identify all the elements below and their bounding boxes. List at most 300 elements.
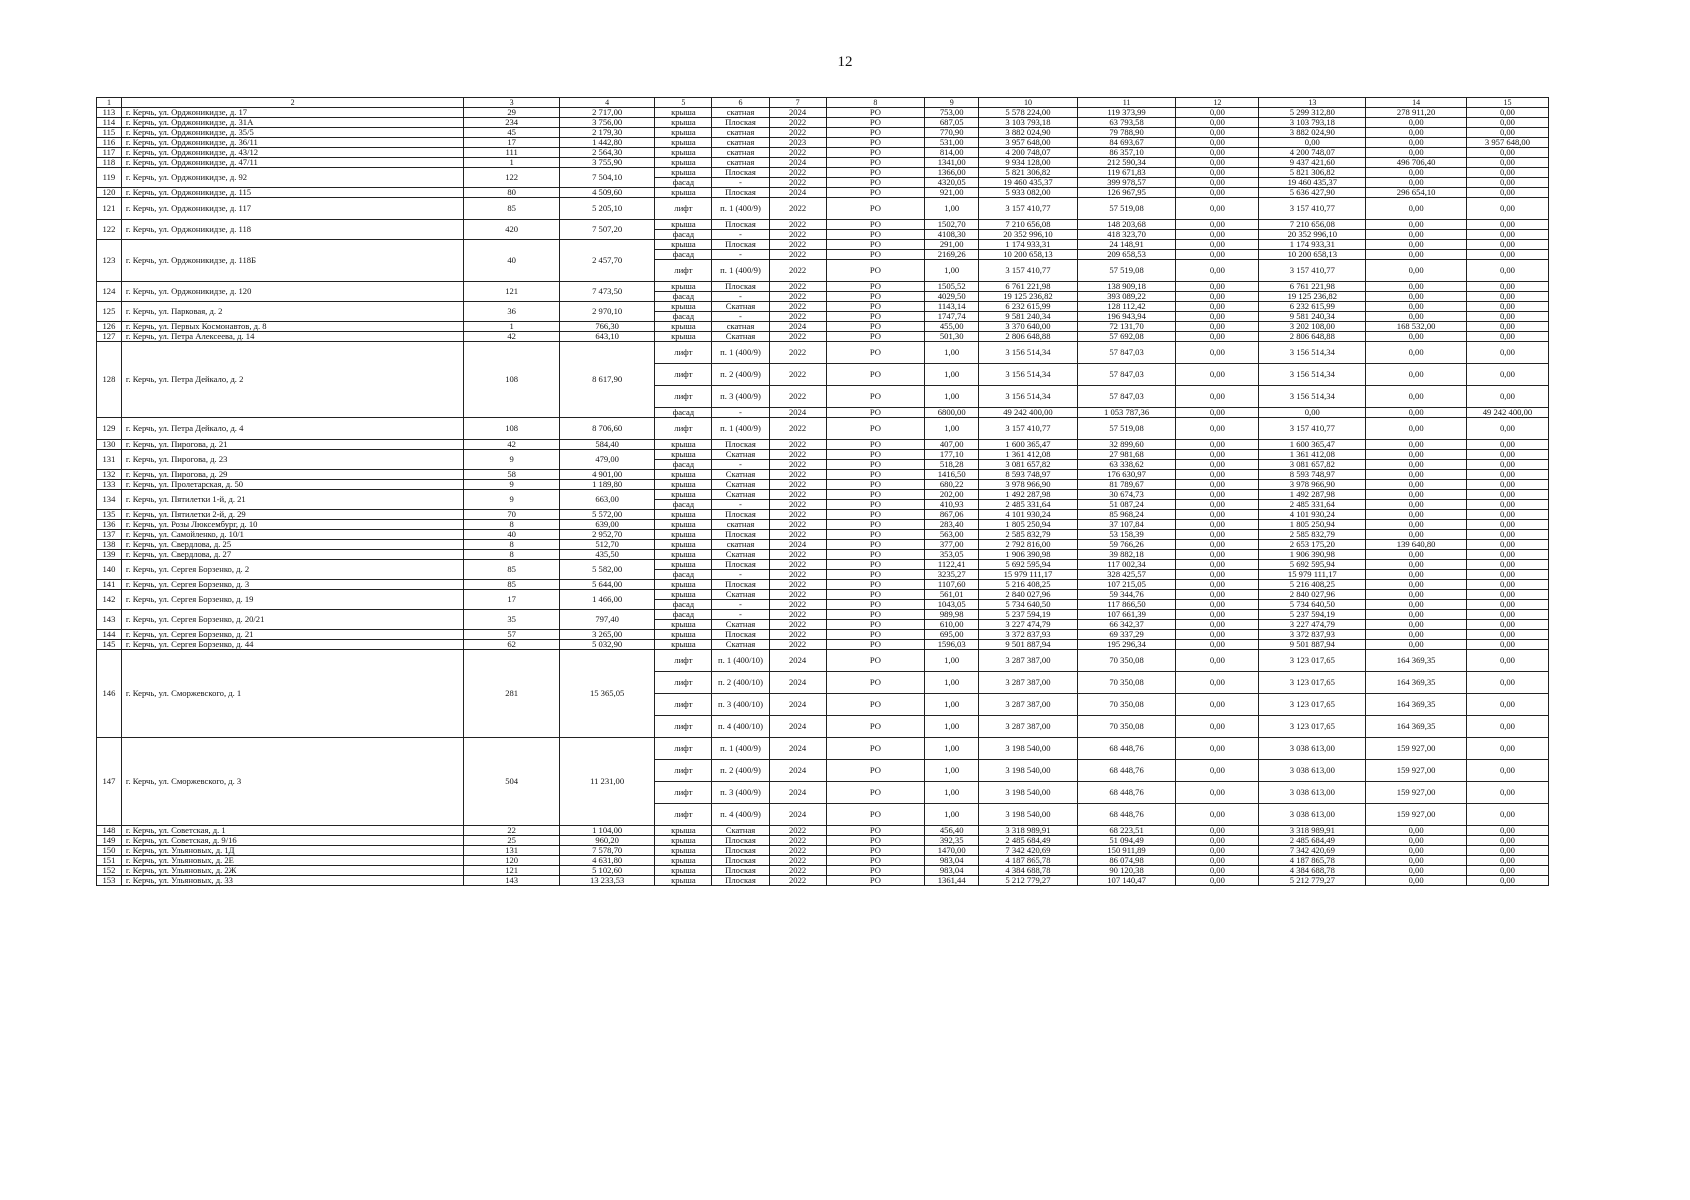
table-cell: 153 <box>97 876 122 886</box>
table-cell: 0,00 <box>1366 148 1467 158</box>
table-cell: 0,00 <box>1176 168 1259 178</box>
table-cell: 2022 <box>769 342 826 364</box>
table-cell: 3 157 410,77 <box>1259 260 1366 282</box>
table-cell: РО <box>826 342 925 364</box>
table-cell: 8 <box>826 98 925 108</box>
table-cell: РО <box>826 292 925 302</box>
table-cell: крыша <box>655 836 712 846</box>
table-cell: 435,50 <box>559 550 654 560</box>
table-cell: 144 <box>97 630 122 640</box>
table-row <box>97 490 1549 500</box>
table-cell: 58 <box>464 470 559 480</box>
table-row <box>97 590 1549 600</box>
table-cell: 0,00 <box>1366 630 1467 640</box>
table-cell: 2022 <box>769 590 826 600</box>
table-cell: 5 299 312,80 <box>1259 108 1366 118</box>
table-cell: 51 087,24 <box>1077 500 1176 510</box>
table-cell: 4 <box>559 98 654 108</box>
table-cell: Плоская <box>712 866 769 876</box>
table-cell: 140 <box>97 560 122 580</box>
table-cell: 983,04 <box>925 866 979 876</box>
table-cell: 0,00 <box>1366 342 1467 364</box>
table-cell: 4 384 688,78 <box>979 866 1078 876</box>
table-row <box>97 450 1549 460</box>
table-cell: 0,00 <box>1366 168 1467 178</box>
table-cell: 561,01 <box>925 590 979 600</box>
table-cell: 85 968,24 <box>1077 510 1176 520</box>
table-cell: РО <box>826 260 925 282</box>
table-cell: 9 437 421,60 <box>1259 158 1366 168</box>
table-cell: 57 519,08 <box>1077 198 1176 220</box>
table-cell: 4320,05 <box>925 178 979 188</box>
table-cell: 149 <box>97 836 122 846</box>
table-cell: 86 074,98 <box>1077 856 1176 866</box>
table-cell: 0,00 <box>1176 450 1259 460</box>
table-cell: 1 361 412,08 <box>1259 450 1366 460</box>
table-cell: Плоская <box>712 560 769 570</box>
table-cell: 3 372 837,93 <box>1259 630 1366 640</box>
table-cell: крыша <box>655 846 712 856</box>
table-row <box>97 240 1549 250</box>
table-cell: 2022 <box>769 460 826 470</box>
table-cell: 57 847,03 <box>1077 386 1176 408</box>
table-cell: 127 <box>97 332 122 342</box>
table-cell: 7 507,20 <box>559 220 654 240</box>
table-cell: 3 156 514,34 <box>979 364 1078 386</box>
table-cell: 129 <box>97 418 122 440</box>
table-cell: 0,00 <box>1176 312 1259 322</box>
table-cell: 2022 <box>769 510 826 520</box>
table-cell: скатная <box>712 520 769 530</box>
table-cell: Скатная <box>712 470 769 480</box>
table-cell: 0,00 <box>1466 650 1548 672</box>
table-cell: 4 901,00 <box>559 470 654 480</box>
table-cell: 9 <box>464 490 559 510</box>
table-cell: 3 227 474,79 <box>979 620 1078 630</box>
table-cell: 2024 <box>769 108 826 118</box>
table-cell: п. 2 (400/9) <box>712 760 769 782</box>
table-cell: 0,00 <box>1366 138 1467 148</box>
table-cell: 0,00 <box>1176 570 1259 580</box>
table-cell: 0,00 <box>1466 846 1548 856</box>
table-cell: 164 369,35 <box>1366 716 1467 738</box>
table-cell: 9 581 240,34 <box>979 312 1078 322</box>
table-cell: крыша <box>655 640 712 650</box>
table-cell: 1470,00 <box>925 846 979 856</box>
table-cell: 3 198 540,00 <box>979 738 1078 760</box>
table-cell: 1,00 <box>925 364 979 386</box>
table-cell: РО <box>826 302 925 312</box>
table-cell: 1502,70 <box>925 220 979 230</box>
table-cell: 22 <box>464 826 559 836</box>
table-cell: - <box>712 230 769 240</box>
table-cell: РО <box>826 630 925 640</box>
table-cell: Плоская <box>712 846 769 856</box>
table-cell: крыша <box>655 220 712 230</box>
table-cell: 114 <box>97 118 122 128</box>
table-cell: 2022 <box>769 630 826 640</box>
table-body <box>97 98 1549 886</box>
table-cell: 3 038 613,00 <box>1259 760 1366 782</box>
table-cell: 2022 <box>769 260 826 282</box>
table-cell: 1,00 <box>925 694 979 716</box>
table-cell: 0,00 <box>1366 610 1467 620</box>
table-cell: 2024 <box>769 158 826 168</box>
table-cell: 1122,41 <box>925 560 979 570</box>
table-cell: п. 1 (400/9) <box>712 260 769 282</box>
table-cell: г. Керчь, ул. Пирогова, д. 29 <box>121 470 464 480</box>
table-cell: РО <box>826 118 925 128</box>
table-cell: 27 981,68 <box>1077 450 1176 460</box>
table-cell: 0,00 <box>1466 168 1548 178</box>
table-cell: 0,00 <box>1259 408 1366 418</box>
table-cell: Скатная <box>712 490 769 500</box>
table-cell: РО <box>826 250 925 260</box>
table-row <box>97 418 1549 440</box>
table-cell: 85 <box>464 580 559 590</box>
table-cell: 0,00 <box>1176 364 1259 386</box>
table-cell: лифт <box>655 738 712 760</box>
table-cell: 392,35 <box>925 836 979 846</box>
table-cell: крыша <box>655 540 712 550</box>
table-cell: 57 847,03 <box>1077 364 1176 386</box>
table-cell: 1416,50 <box>925 470 979 480</box>
table-cell: 0,00 <box>1176 220 1259 230</box>
table-cell: 0,00 <box>1176 610 1259 620</box>
table-cell: 0,00 <box>1366 240 1467 250</box>
table-cell: РО <box>826 826 925 836</box>
table-cell: 0,00 <box>1366 846 1467 856</box>
table-row <box>97 118 1549 128</box>
table-cell: РО <box>826 500 925 510</box>
table-cell: 0,00 <box>1366 178 1467 188</box>
table-cell: 983,04 <box>925 856 979 866</box>
table-cell: 0,00 <box>1176 138 1259 148</box>
table-cell: 512,70 <box>559 540 654 550</box>
table-cell: крыша <box>655 138 712 148</box>
table-cell: 504 <box>464 738 559 826</box>
table-cell: г. Керчь, ул. Сергея Борзенко, д. 19 <box>121 590 464 610</box>
table-cell: 0,00 <box>1176 148 1259 158</box>
table-cell: 7 342 420,69 <box>979 846 1078 856</box>
table-cell: 2 179,30 <box>559 128 654 138</box>
table-cell: 0,00 <box>1176 158 1259 168</box>
table-cell: 0,00 <box>1176 760 1259 782</box>
table-cell: 2022 <box>769 148 826 158</box>
table-cell: скатная <box>712 148 769 158</box>
table-cell: 57 <box>464 630 559 640</box>
table-cell: - <box>712 178 769 188</box>
table-cell: 0,00 <box>1176 128 1259 138</box>
table-cell: г. Керчь, ул. Орджоникидзе, д. 31А <box>121 118 464 128</box>
table-cell: 3 156 514,34 <box>1259 342 1366 364</box>
table-row <box>97 836 1549 846</box>
table-cell: 2022 <box>769 312 826 322</box>
table-cell: 0,00 <box>1366 490 1467 500</box>
table-cell: 0,00 <box>1366 386 1467 408</box>
table-cell: 4029,50 <box>925 292 979 302</box>
table-cell: 3 081 657,82 <box>979 460 1078 470</box>
table-cell: 278 911,20 <box>1366 108 1467 118</box>
table-cell: РО <box>826 856 925 866</box>
table-cell: 134 <box>97 490 122 510</box>
table-cell: 0,00 <box>1366 480 1467 490</box>
table-cell: п. 4 (400/10) <box>712 716 769 738</box>
table-cell: п. 1 (400/9) <box>712 418 769 440</box>
table-cell: 3 978 966,90 <box>979 480 1078 490</box>
table-cell: 418 323,70 <box>1077 230 1176 240</box>
table-cell: 0,00 <box>1366 128 1467 138</box>
table-cell: п. 1 (400/9) <box>712 342 769 364</box>
table-cell: 35 <box>464 610 559 630</box>
table-cell: 2022 <box>769 250 826 260</box>
table-cell: лифт <box>655 418 712 440</box>
table-cell: 0,00 <box>1466 540 1548 550</box>
table-cell: 0,00 <box>1366 620 1467 630</box>
table-row <box>97 158 1549 168</box>
table-cell: 1 600 365,47 <box>1259 440 1366 450</box>
table-cell: 2 952,70 <box>559 530 654 540</box>
table-cell: 0,00 <box>1366 282 1467 292</box>
table-cell: 0,00 <box>1176 866 1259 876</box>
table-cell: 2024 <box>769 188 826 198</box>
table-cell: 120 <box>464 856 559 866</box>
table-cell: 117 002,34 <box>1077 560 1176 570</box>
table-cell: п. 3 (400/10) <box>712 694 769 716</box>
table-cell: 5 212 779,27 <box>979 876 1078 886</box>
table-cell: 2022 <box>769 600 826 610</box>
table-row <box>97 510 1549 520</box>
table-cell: 1 906 390,98 <box>979 550 1078 560</box>
table-cell: 0,00 <box>1366 560 1467 570</box>
table-cell: 2 485 331,64 <box>1259 500 1366 510</box>
table-cell: Плоская <box>712 836 769 846</box>
table-cell: 57 519,08 <box>1077 418 1176 440</box>
table-cell: 15 979 111,17 <box>1259 570 1366 580</box>
table-cell: 0,00 <box>1366 440 1467 450</box>
table-cell: 42 <box>464 440 559 450</box>
table-cell: 5 821 306,82 <box>979 168 1078 178</box>
table-cell: Плоская <box>712 510 769 520</box>
table-cell: 1 <box>97 98 122 108</box>
table-row <box>97 322 1549 332</box>
table-cell: г. Керчь, ул. Розы Люксембург, д. 10 <box>121 520 464 530</box>
table-cell: 0,00 <box>1366 876 1467 886</box>
table-cell: 3 156 514,34 <box>1259 364 1366 386</box>
table-cell: - <box>712 292 769 302</box>
table-cell: 2022 <box>769 550 826 560</box>
table-cell: 20 352 996,10 <box>1259 230 1366 240</box>
table-cell: 0,00 <box>1466 620 1548 630</box>
table-cell: 0,00 <box>1466 550 1548 560</box>
table-cell: 3 081 657,82 <box>1259 460 1366 470</box>
table-cell: 3 202 108,00 <box>1259 322 1366 332</box>
table-cell: крыша <box>655 480 712 490</box>
table-cell: крыша <box>655 168 712 178</box>
table-cell: 123 <box>97 240 122 282</box>
table-cell: РО <box>826 540 925 550</box>
table-cell: 1 492 287,98 <box>1259 490 1366 500</box>
table-cell: 128 112,42 <box>1077 302 1176 312</box>
table-cell: 81 789,67 <box>1077 480 1176 490</box>
table-cell: 2 970,10 <box>559 302 654 322</box>
table-cell: 0,00 <box>1176 804 1259 826</box>
table-cell: 680,22 <box>925 480 979 490</box>
table-cell: 0,00 <box>1466 490 1548 500</box>
table-cell: 407,00 <box>925 440 979 450</box>
table-cell: крыша <box>655 530 712 540</box>
table-cell: г. Керчь, ул. Орджоникидзе, д. 36/11 <box>121 138 464 148</box>
table-cell: РО <box>826 282 925 292</box>
table-cell: 0,00 <box>1366 302 1467 312</box>
table-cell: 115 <box>97 128 122 138</box>
table-cell: крыша <box>655 450 712 460</box>
table-cell: г. Керчь, ул. Сергея Борзенко, д. 44 <box>121 640 464 650</box>
table-cell: 0,00 <box>1466 876 1548 886</box>
table-cell: 0,00 <box>1176 240 1259 250</box>
table-cell: 3 157 410,77 <box>979 418 1078 440</box>
table-cell: г. Керчь, ул. Орджоникидзе, д. 17 <box>121 108 464 118</box>
table-cell: 1143,14 <box>925 302 979 312</box>
table-cell: 0,00 <box>1176 292 1259 302</box>
table-cell: 8 706,60 <box>559 418 654 440</box>
table-cell: 2022 <box>769 302 826 312</box>
table-cell: 2022 <box>769 856 826 866</box>
table-cell: 159 927,00 <box>1366 782 1467 804</box>
table-cell: крыша <box>655 108 712 118</box>
table-cell: фасад <box>655 250 712 260</box>
table-cell: 0,00 <box>1176 640 1259 650</box>
table-cell: 117 <box>97 148 122 158</box>
table-row <box>97 302 1549 312</box>
table-cell: 0,00 <box>1366 530 1467 540</box>
table-cell: 0,00 <box>1366 220 1467 230</box>
table-cell: п. 3 (400/9) <box>712 386 769 408</box>
table-cell: 131 <box>97 450 122 470</box>
table-cell: 1,00 <box>925 386 979 408</box>
table-cell: 0,00 <box>1366 640 1467 650</box>
table-cell: 867,06 <box>925 510 979 520</box>
table-cell: 164 369,35 <box>1366 694 1467 716</box>
table-cell: РО <box>826 530 925 540</box>
table-cell: крыша <box>655 590 712 600</box>
table-cell: 40 <box>464 530 559 540</box>
table-cell: 989,98 <box>925 610 979 620</box>
table-cell: 0,00 <box>1466 148 1548 158</box>
table-cell: 518,28 <box>925 460 979 470</box>
table-cell: 139 640,80 <box>1366 540 1467 550</box>
table-cell: 17 <box>464 590 559 610</box>
table-cell: 584,40 <box>559 440 654 450</box>
table-cell: 6800,00 <box>925 408 979 418</box>
table-cell: 2 564,30 <box>559 148 654 158</box>
table-cell: 124 <box>97 282 122 302</box>
table-cell: 49 242 400,00 <box>979 408 1078 418</box>
table-cell: крыша <box>655 128 712 138</box>
table-cell: крыша <box>655 302 712 312</box>
table-cell: 0,00 <box>1466 188 1548 198</box>
table-cell: п. 2 (400/10) <box>712 672 769 694</box>
table-cell: 770,90 <box>925 128 979 138</box>
table-cell: 107 215,05 <box>1077 580 1176 590</box>
table-cell: 138 909,18 <box>1077 282 1176 292</box>
table-cell: РО <box>826 580 925 590</box>
table-row <box>97 440 1549 450</box>
table-cell: 1505,52 <box>925 282 979 292</box>
table-cell: 133 <box>97 480 122 490</box>
table-cell: 1 805 250,94 <box>979 520 1078 530</box>
table-cell: 814,00 <box>925 148 979 158</box>
table-cell: 5 821 306,82 <box>1259 168 1366 178</box>
table-cell: 0,00 <box>1366 600 1467 610</box>
table-cell: крыша <box>655 866 712 876</box>
table-cell: 8 <box>464 550 559 560</box>
table-cell: 126 967,95 <box>1077 188 1176 198</box>
table-cell: скатная <box>712 128 769 138</box>
table-cell: 2022 <box>769 364 826 386</box>
table-cell: 24 148,91 <box>1077 240 1176 250</box>
table-cell: 90 120,38 <box>1077 866 1176 876</box>
table-cell: 0,00 <box>1176 694 1259 716</box>
table-cell: 2022 <box>769 386 826 408</box>
table-cell: 68 448,76 <box>1077 782 1176 804</box>
table-cell: крыша <box>655 560 712 570</box>
table-cell: 0,00 <box>1176 490 1259 500</box>
table-cell: 1341,00 <box>925 158 979 168</box>
table-cell: 3 318 989,91 <box>979 826 1078 836</box>
table-cell: 143 <box>464 876 559 886</box>
table-cell: 17 <box>464 138 559 148</box>
table-cell: 145 <box>97 640 122 650</box>
table-cell: 4 187 865,78 <box>1259 856 1366 866</box>
table-cell: 0,00 <box>1176 738 1259 760</box>
table-cell: 3 882 024,90 <box>1259 128 1366 138</box>
table-cell: 0,00 <box>1466 738 1548 760</box>
table-cell: 766,30 <box>559 322 654 332</box>
table-cell: 3 156 514,34 <box>979 386 1078 408</box>
table-cell: 0,00 <box>1366 550 1467 560</box>
table-cell: 281 <box>464 650 559 738</box>
table-cell: 2022 <box>769 240 826 250</box>
table-cell: 0,00 <box>1466 804 1548 826</box>
table-cell: 0,00 <box>1366 460 1467 470</box>
table-cell: 797,40 <box>559 610 654 630</box>
table-cell: 0,00 <box>1176 856 1259 866</box>
table-cell: 0,00 <box>1176 672 1259 694</box>
table-cell: лифт <box>655 804 712 826</box>
table-cell: 132 <box>97 470 122 480</box>
table-cell: 1 174 933,31 <box>1259 240 1366 250</box>
table-cell: 0,00 <box>1366 332 1467 342</box>
table-cell: 0,00 <box>1466 826 1548 836</box>
table-cell: 209 658,53 <box>1077 250 1176 260</box>
table-cell: 8 <box>464 520 559 530</box>
table-cell: скатная <box>712 108 769 118</box>
table-cell: 107 661,39 <box>1077 610 1176 620</box>
table-cell: РО <box>826 128 925 138</box>
table-cell: 37 107,84 <box>1077 520 1176 530</box>
table-cell: 2024 <box>769 804 826 826</box>
table-cell: г. Керчь, ул. Пирогова, д. 23 <box>121 450 464 470</box>
table-cell: 63 793,58 <box>1077 118 1176 128</box>
table-cell: 19 125 236,82 <box>979 292 1078 302</box>
table-row <box>97 520 1549 530</box>
table-cell: 3 227 474,79 <box>1259 620 1366 630</box>
table-cell: 7 504,10 <box>559 168 654 188</box>
table-cell: 0,00 <box>1466 230 1548 240</box>
table-cell: 3 157 410,77 <box>979 198 1078 220</box>
table-cell: - <box>712 570 769 580</box>
